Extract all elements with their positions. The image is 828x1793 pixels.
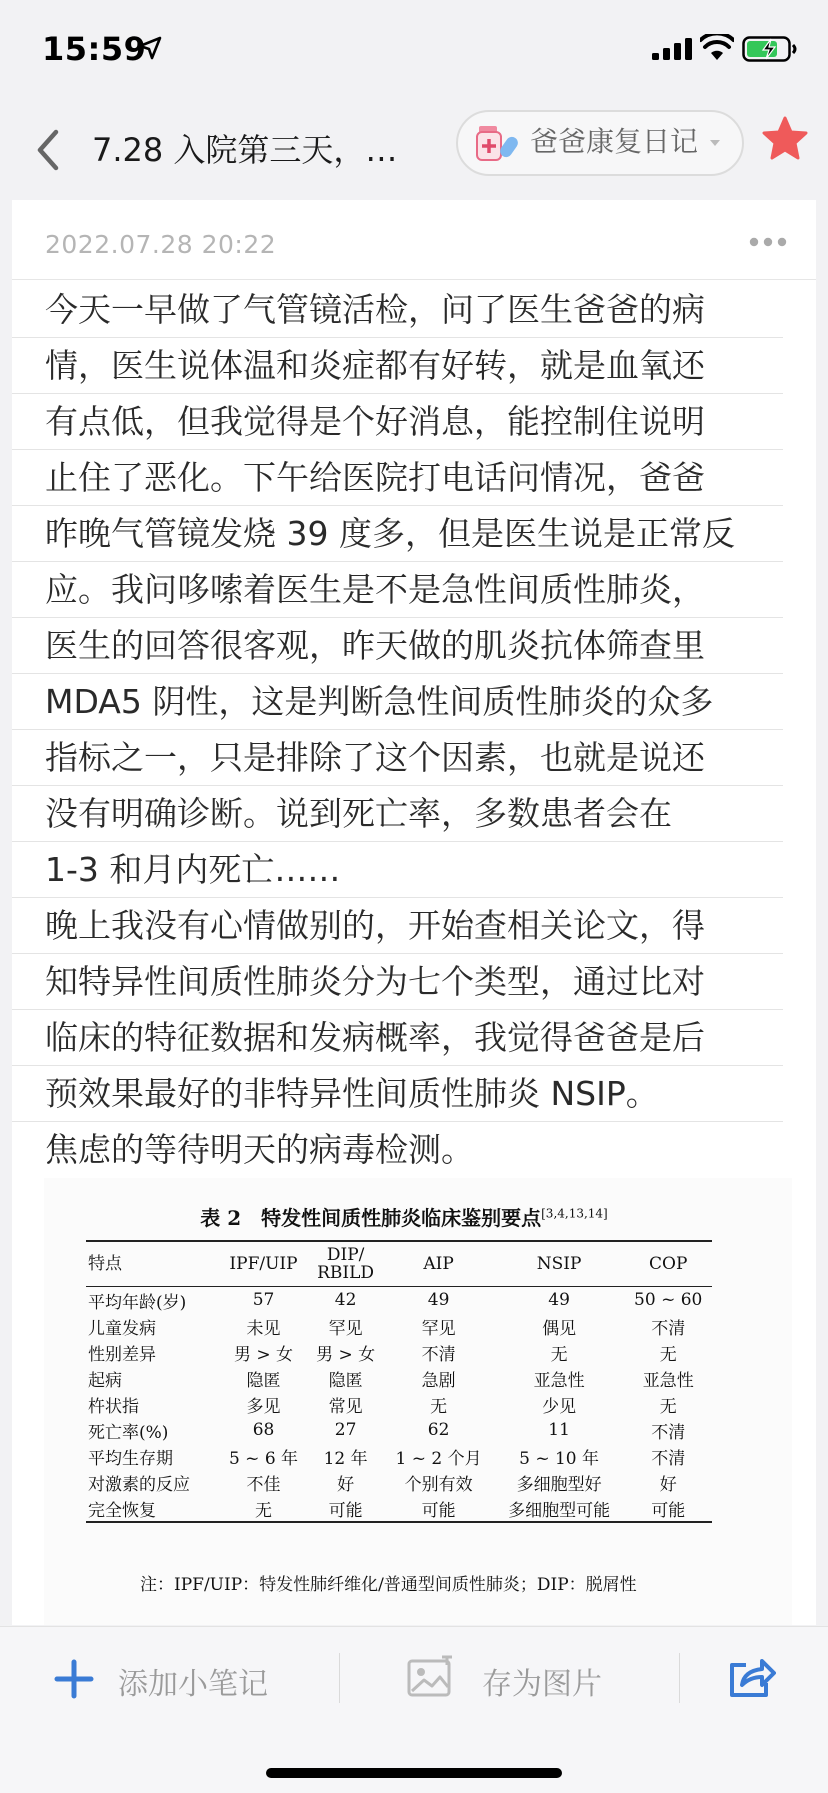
table-cell: 亚急性 xyxy=(642,1370,694,1391)
entry-text-line: 指标之一，只是排除了这个因素，也就是说还 xyxy=(12,730,783,786)
entry-text-line: 没有明确诊断。说到死亡率，多数患者会在 xyxy=(12,786,783,842)
diary-name-label: 爸爸康复日记 xyxy=(530,125,699,158)
battery-charging-icon xyxy=(742,36,798,62)
table-cell: 可能 xyxy=(624,1495,712,1522)
wifi-icon xyxy=(700,34,734,62)
table-cell: 49 xyxy=(548,1290,570,1310)
table-header-cell: AIP xyxy=(383,1241,493,1287)
entry-text-line: 应。我问哆嗦着医生是不是急性间质性肺炎， xyxy=(12,562,783,618)
entry-text-line: 临床的特征数据和发病概率，我觉得爸爸是后 xyxy=(12,1010,783,1066)
entry-text-line: 情，医生说体温和炎症都有好转，就是血氧还 xyxy=(12,338,783,394)
table-row xyxy=(86,1469,712,1495)
table-cell: 无 xyxy=(430,1396,448,1417)
table-cell: 无 xyxy=(550,1344,568,1365)
image-icon xyxy=(406,1655,454,1699)
location-arrow-icon xyxy=(138,36,162,60)
table-cell: 儿童发病 xyxy=(88,1318,156,1339)
table-cell: 1 ~ 2 个月 xyxy=(395,1448,482,1469)
table-cell: 11 xyxy=(548,1420,570,1440)
table-cell: 隐匿 xyxy=(246,1370,281,1391)
table-cell: 平均年龄(岁) xyxy=(88,1292,187,1313)
table-cell: 可能 xyxy=(383,1495,493,1522)
table-row xyxy=(86,1313,712,1339)
entry-text-line: 止住了恶化。下午给医院打电话问情况，爸爸 xyxy=(12,450,783,506)
entry-text-line: 1-3 和月内死亡…… xyxy=(12,842,783,898)
table-row xyxy=(86,1339,712,1365)
entry-text-line: 今天一早做了气管镜活检，问了医生爸爸的病 xyxy=(12,282,783,338)
add-note-button[interactable] xyxy=(48,1651,268,1711)
table-header-cell: IPF/UIP xyxy=(219,1241,308,1287)
attached-table-image[interactable] xyxy=(44,1178,792,1625)
medicine-bottle-icon xyxy=(476,124,518,162)
table-row xyxy=(86,1287,712,1314)
table-header-cell: NSIP xyxy=(494,1241,625,1287)
entry-date: 2022.07.28 20:22 xyxy=(45,230,277,259)
table-cell: 男 > 女 xyxy=(316,1344,376,1365)
table-cell: 49 xyxy=(427,1290,450,1310)
table-caption-ref: [3,4,13,14] xyxy=(541,1206,608,1221)
table-cell: 68 xyxy=(252,1420,275,1440)
entry-text-line: 焦虑的等待明天的病毒检测。 xyxy=(45,1130,474,1169)
table-cell: 罕见 xyxy=(328,1318,363,1339)
table-cell: 平均生存期 xyxy=(88,1448,173,1469)
table-cell: 好 xyxy=(659,1474,677,1495)
save-image-button[interactable] xyxy=(406,1651,616,1711)
table-cell: 少见 xyxy=(542,1396,577,1417)
entry-text-line: 晚上我没有心情做别的，开始查相关论文，得 xyxy=(12,898,783,954)
table-row xyxy=(86,1443,712,1469)
table-header-row xyxy=(86,1241,712,1287)
table-header-cell: COP xyxy=(624,1241,712,1287)
table-cell: 罕见 xyxy=(421,1318,456,1339)
table-row xyxy=(86,1365,712,1391)
add-note-label: 添加小笔记 xyxy=(118,1667,268,1702)
table-row xyxy=(86,1417,712,1443)
table-cell: 杵状指 xyxy=(88,1396,139,1417)
table-header-cell: DIP/ RBILD xyxy=(308,1241,384,1287)
share-icon xyxy=(726,1653,776,1701)
dropdown-caret-icon xyxy=(710,140,720,146)
table-caption xyxy=(44,1202,764,1231)
clinical-comparison-table xyxy=(86,1240,712,1523)
table-row xyxy=(86,1495,712,1522)
entry-text xyxy=(45,282,805,1178)
save-image-label: 存为图片 xyxy=(482,1667,602,1702)
table-cell: 亚急性 xyxy=(533,1370,585,1391)
entry-text-line: 预效果最好的非特异性间质性肺炎 NSIP。 xyxy=(12,1066,783,1122)
table-header-cell: 特点 xyxy=(86,1241,219,1287)
status-time: 15:59 xyxy=(42,30,147,68)
share-button[interactable] xyxy=(726,1651,786,1711)
table-cell: 50 ~ 60 xyxy=(634,1290,703,1310)
table-cell: 未见 xyxy=(246,1318,281,1339)
entry-text-line: 有点低，但我觉得是个好消息，能控制住说明 xyxy=(12,394,783,450)
table-cell: 57 xyxy=(252,1290,275,1310)
table-cell: 不清 xyxy=(421,1344,456,1365)
table-cell: 62 xyxy=(427,1420,450,1440)
entry-text-line: 医生的回答很客观，昨天做的肌炎抗体筛查里 xyxy=(12,618,783,674)
table-cell: 不清 xyxy=(651,1422,686,1443)
table-cell: 起病 xyxy=(88,1370,122,1391)
table-cell: 无 xyxy=(659,1344,677,1365)
table-cell: 完全恢复 xyxy=(86,1495,219,1522)
table-cell: 不清 xyxy=(651,1318,686,1339)
table-cell: 12 年 xyxy=(323,1448,368,1469)
table-cell: 男 > 女 xyxy=(233,1344,294,1365)
table-cell: 个别有效 xyxy=(404,1474,473,1495)
entry-text-line: 知特异性间质性肺炎分为七个类型，通过比对 xyxy=(12,954,783,1010)
toolbar-divider xyxy=(679,1653,680,1703)
nav-bar xyxy=(0,100,828,200)
more-options-icon[interactable] xyxy=(748,230,788,254)
table-cell: 多细胞型好 xyxy=(516,1474,602,1495)
entry-title: 7.28 入院第三天，… xyxy=(92,131,398,169)
favorite-star-icon[interactable] xyxy=(760,114,810,164)
table-cell: 对激素的反应 xyxy=(88,1474,190,1495)
toolbar-divider xyxy=(339,1653,340,1703)
table-cell: 死亡率(%) xyxy=(88,1422,169,1443)
back-chevron-icon[interactable] xyxy=(30,122,70,178)
table-cell: 42 xyxy=(334,1290,357,1310)
table-cell: 多细胞型可能 xyxy=(494,1495,625,1522)
cellular-signal-icon xyxy=(652,38,692,60)
table-cell: 5 ~ 6 年 xyxy=(228,1448,299,1469)
table-cell: 隐匿 xyxy=(328,1370,363,1391)
table-cell: 不佳 xyxy=(246,1474,281,1495)
table-cell: 27 xyxy=(334,1420,357,1440)
table-cell: 5 ~ 10 年 xyxy=(519,1448,600,1469)
table-row xyxy=(86,1391,712,1417)
table-note: 注：IPF/UIP：特发性肺纤维化/普通型间质性肺炎；DIP：脱屑性 xyxy=(140,1575,637,1595)
entry-text-line: MDA5 阴性，这是判断急性间质性肺炎的众多 xyxy=(12,674,783,730)
table-cell: 多见 xyxy=(246,1396,281,1417)
entry-text-line: 昨晚气管镜发烧 39 度多，但是医生说是正常反 xyxy=(12,506,783,562)
table-cell: 无 xyxy=(219,1495,308,1522)
table-caption-text: 表 2 特发性间质性肺炎临床鉴别要点 xyxy=(200,1206,542,1230)
diary-selector-button[interactable] xyxy=(456,110,744,176)
home-indicator xyxy=(266,1768,562,1778)
table-cell: 无 xyxy=(659,1396,677,1417)
status-bar xyxy=(0,0,828,100)
table-cell: 可能 xyxy=(308,1495,384,1522)
table-cell: 不清 xyxy=(651,1448,686,1469)
plus-icon xyxy=(54,1659,94,1699)
diary-entry-card xyxy=(12,200,816,1625)
table-cell: 性别差异 xyxy=(88,1344,156,1365)
table-cell: 好 xyxy=(337,1474,355,1495)
table-cell: 偶见 xyxy=(542,1318,577,1339)
table-cell: 急剧 xyxy=(421,1370,456,1391)
table-cell: 常见 xyxy=(328,1396,363,1417)
divider xyxy=(12,279,816,280)
